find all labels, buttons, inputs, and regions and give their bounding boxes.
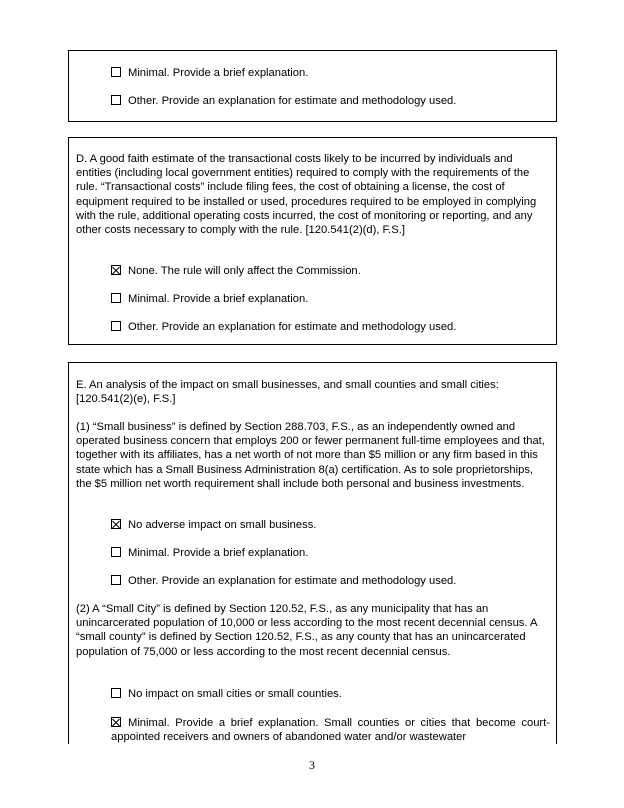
option-label: Minimal. Provide a brief explanation. bbox=[128, 67, 309, 79]
checkbox-unchecked-icon[interactable] bbox=[111, 547, 121, 557]
small-city-definition: (2) A “Small City” is defined by Section 120.52, F.S., as any municipality that has an unincarcerated population of 10,000 or less according to the most recent decennial census. A “small county” is defined by Section 120.52, F.S., as any county that has an unincarcerated population of 75,000 or less according to the most recent decennial census. bbox=[76, 603, 537, 658]
option-label: Minimal. Provide a brief explanation. bbox=[128, 547, 309, 559]
option-c-minimal[interactable] bbox=[111, 66, 308, 80]
section-e-heading: E. An analysis of the impact on small businesses, and small counties and small cities: [120.541(2)(e), F.S.] bbox=[76, 379, 499, 406]
option-d-minimal[interactable] bbox=[111, 292, 308, 306]
option-label: No adverse impact on small business. bbox=[128, 519, 317, 531]
checkbox-unchecked-icon[interactable] bbox=[111, 688, 121, 698]
option-e-minimal-explained[interactable] bbox=[111, 716, 550, 744]
checkbox-checked-icon[interactable] bbox=[111, 265, 121, 275]
option-c-other[interactable] bbox=[111, 94, 456, 108]
checkbox-unchecked-icon[interactable] bbox=[111, 67, 121, 77]
section-c-box bbox=[68, 50, 557, 122]
option-label: Minimal. Provide a brief explanation. Small counties or cities that become court-appointed receivers and owners of abandoned water and/or wastewater bbox=[111, 717, 550, 743]
option-e-other[interactable] bbox=[111, 574, 456, 588]
checkbox-checked-icon[interactable] bbox=[111, 519, 121, 529]
option-label: None. The rule will only affect the Commission. bbox=[128, 265, 361, 277]
option-d-none[interactable] bbox=[111, 264, 361, 278]
checkbox-checked-icon[interactable] bbox=[111, 717, 121, 727]
page-number: 3 bbox=[309, 758, 315, 772]
option-e-no-impact-cities[interactable] bbox=[111, 687, 342, 701]
option-label: No impact on small cities or small counties. bbox=[128, 688, 342, 700]
option-e-minimal[interactable] bbox=[111, 546, 308, 560]
option-label: Other. Provide an explanation for estimate and methodology used. bbox=[128, 95, 457, 107]
checkbox-unchecked-icon[interactable] bbox=[111, 575, 121, 585]
checkbox-unchecked-icon[interactable] bbox=[111, 321, 121, 331]
option-label: Minimal. Provide a brief explanation. bbox=[128, 293, 309, 305]
section-d-text: D. A good faith estimate of the transactional costs likely to be incurred by individuals and entities (including local government entities) required to comply with the requirements of the rule. “Transactional costs” include filing fees, the cost of obtaining a license, the cost of equipment required to be installed or used, procedures required to be employed in complying with the rule, additional operating costs incurred, the cost of monitoring or reporting, and any other costs necessary to comply with the rule. [120.541(2)(d), F.S.] bbox=[76, 153, 537, 237]
option-label: Other. Provide an explanation for estimate and methodology used. bbox=[128, 321, 457, 333]
option-label: Other. Provide an explanation for estimate and methodology used. bbox=[128, 575, 457, 587]
small-business-definition: (1) “Small business” is defined by Section 288.703, F.S., as an independently owned and operated business concern that employs 200 or fewer permanent full-time employees and that, together with its affiliates, has a net worth of not more than $5 million or any firm based in this state which has a Small Business Administration 8(a) certification. As to sole proprietorships, the $5 million net worth requirement shall include both personal and business investments. bbox=[76, 421, 545, 490]
option-e-no-adverse[interactable] bbox=[111, 518, 316, 532]
option-d-other[interactable] bbox=[111, 320, 456, 334]
checkbox-unchecked-icon[interactable] bbox=[111, 95, 121, 105]
checkbox-unchecked-icon[interactable] bbox=[111, 293, 121, 303]
